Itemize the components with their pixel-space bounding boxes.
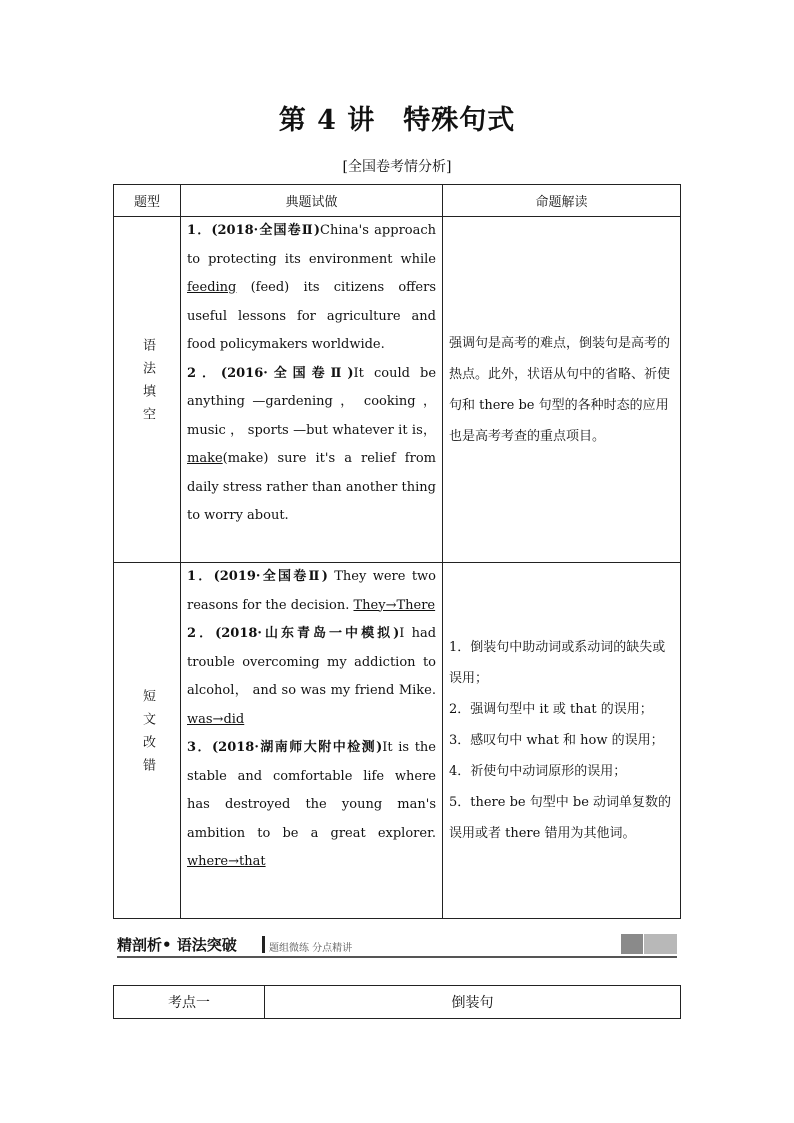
category-cell [114, 217, 181, 563]
analysis-point: 5．there be 句型中 be 动词单复数的误用或者 there 错用为其他词。 [449, 795, 672, 841]
analysis-point: 3．感叹句中 what 和 how 的误用； [449, 733, 664, 748]
decor-block [644, 934, 677, 954]
topic-number: 考点一 [114, 986, 265, 1019]
divider [262, 936, 265, 953]
decor-block [621, 934, 643, 954]
analysis-point: 2．强调句型中 it 或 that 的误用； [449, 702, 653, 717]
analysis-cell: 强调句是高考的难点，倒装句是高考的热点。此外，状语从句中的省略、祈使句和 there be 句型的各种时态的应用也是高考考查的重点项目。 [443, 217, 681, 563]
answer: make [187, 451, 223, 466]
examples-cell [181, 563, 443, 919]
analysis-point: 4．祈使句中动词原形的误用； [449, 764, 627, 779]
topic-table [113, 985, 681, 1019]
answer: feeding [187, 280, 237, 295]
category-label: 语法填空 [140, 337, 155, 430]
answer: where→that [187, 854, 266, 869]
header-type: 题型 [114, 185, 181, 217]
header-analysis: 命题解读 [443, 185, 681, 217]
example-item: 3．(2018·湖南师大附中检测)It is the stable and comfortable life where has destroyed the young man's ambition to be a great explorer. where→that [187, 740, 436, 869]
answer: They→There [353, 597, 436, 613]
example-item: 2．(2018·山东青岛一中模拟)I had trouble overcoming my addiction to alcohol， and so was my friend Mike. was→did [187, 626, 437, 727]
analysis-point: 1．倒装句中助动词或系动词的缺失或误用； [449, 640, 666, 686]
answer: was→did [187, 711, 245, 727]
section-sublabel: 题组微练 分点精讲 [269, 943, 353, 954]
table-row [114, 563, 681, 919]
analysis-cell [443, 563, 681, 919]
page-subtitle: [全国卷考情分析] [342, 159, 452, 175]
header-examples: 典题试做 [181, 185, 443, 217]
table-header-row [114, 185, 681, 217]
category-label: 短文改错 [140, 688, 155, 781]
example-item: 1．(2019·全国卷Ⅱ) They were two reasons for the decision. They→There [187, 569, 437, 613]
topic-title: 倒装句 [265, 986, 681, 1019]
example-item: 2．(2016·全国卷Ⅱ)It could be anything —gardening ， cooking ， music ， sports —but whatever it is， make(make) sure it's a relief from daily stress rather than another thing to worry about. [187, 365, 437, 523]
example-item: 1．(2018·全国卷Ⅱ)China's approach to protecting its environment while feeding (feed) its citizens offers useful lessons for agriculture and food policymakers worldwide. [187, 223, 437, 352]
section-header [117, 934, 677, 958]
page-title: 第 4 讲 特殊句式 [278, 105, 516, 136]
examples-cell [181, 217, 443, 563]
category-cell [114, 563, 181, 919]
analysis-table [113, 184, 681, 919]
section-rule [117, 956, 677, 958]
table-row [114, 986, 681, 1019]
table-row [114, 217, 681, 563]
section-label: 精剖析• 语法突破 [117, 936, 237, 954]
